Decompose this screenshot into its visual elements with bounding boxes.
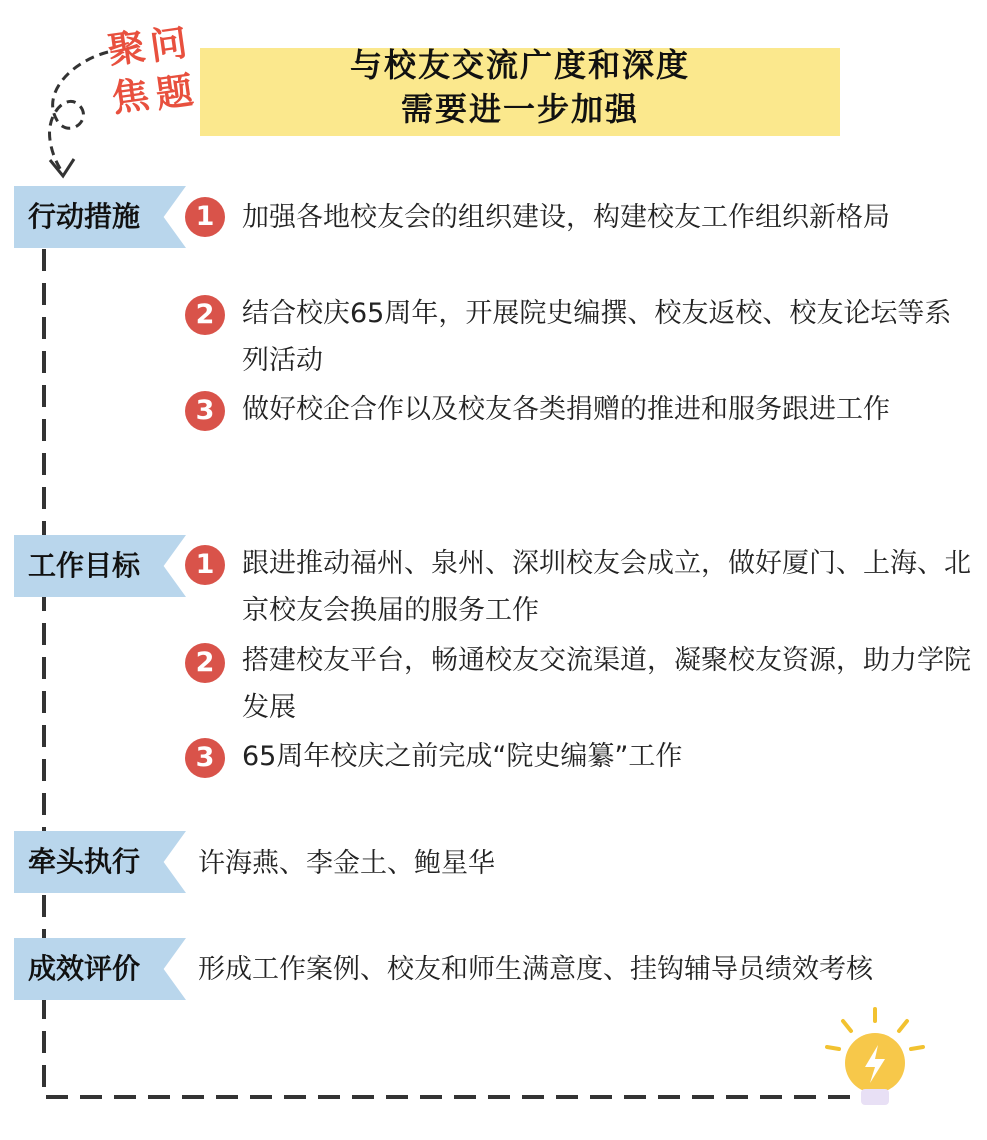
section-label-evaluation: 成效评价 (28, 952, 141, 985)
item-number-badge: 3 (185, 391, 225, 431)
item-number-badge: 1 (185, 197, 225, 237)
list-item: 65周年校庆之前完成“院史编纂”工作 (242, 741, 683, 772)
section-label-actions: 行动措施 (28, 200, 141, 233)
item-number-badge: 2 (185, 643, 225, 683)
page-title-line1: 与校友交流广度和深度 (349, 46, 690, 84)
section-label-lead: 牵头执行 (28, 845, 141, 878)
list-item: 搭建校友平台，畅通校友交流渠道，凝聚校友资源，助力学院发展 (242, 645, 971, 723)
header-tag-char: 题 (153, 68, 196, 117)
list-item: 做好校企合作以及校友各类捐赠的推进和服务跟进工作 (242, 394, 890, 425)
lightbulb-icon (815, 1005, 935, 1115)
lead-names: 许海燕、李金土、鲍星华 (198, 848, 495, 879)
header-tag-char: 聚 (105, 24, 148, 73)
page-title-line2: 需要进一步加强 (400, 90, 639, 128)
list-item: 结合校庆65周年，开展院史编撰、校友返校、校友论坛等系列活动 (242, 298, 952, 376)
evaluation-text: 形成工作案例、校友和师生满意度、挂钩辅导员绩效考核 (198, 954, 873, 985)
item-number-badge: 3 (185, 738, 225, 778)
list-item: 加强各地校友会的组织建设，构建校友工作组织新格局 (242, 202, 890, 233)
list-item: 跟进推动福州、泉州、深圳校友会成立，做好厦门、上海、北京校友会换届的服务工作 (242, 548, 971, 626)
section-label-goals: 工作目标 (28, 549, 141, 582)
item-number-badge: 2 (185, 295, 225, 335)
header-tag-char: 焦 (109, 72, 152, 121)
item-number-badge: 1 (185, 545, 225, 585)
header-tag-char: 问 (147, 20, 190, 69)
